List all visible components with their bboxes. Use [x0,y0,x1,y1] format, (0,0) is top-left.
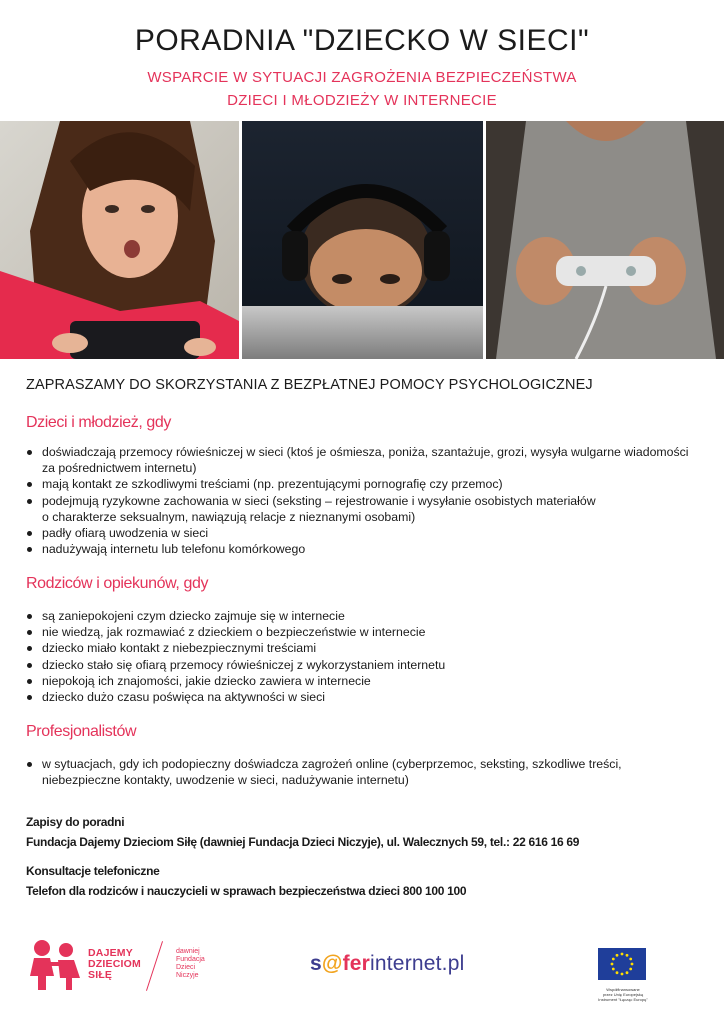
page-title: PORADNIA "DZIECKO W SIECI" [134,24,590,57]
bullet-icon [27,762,32,767]
eu-caption: Współfinansowane przez Unię Europejską Instrument "Łącząc Europę" [598,987,648,1002]
parents-list [26,608,706,705]
gamepad-player-photo [486,121,724,359]
section-heading-children: Dzieci i młodzież, gdy [26,414,172,431]
bullet-icon [27,630,32,635]
boy-with-headphones-photo [242,121,483,359]
list-item: mają kontakt ze szkodliwymi treściami (np. prezentującymi pornografię czy przemoc) [26,476,706,492]
list-item: są zaniepokojeni czym dziecko zajmuje się w internecie [26,608,706,624]
list-item: padły ofiarą uwodzenia w sieci [26,525,706,541]
subtitle-line-1: WSPARCIE W SYTUACJI ZAGROŻENIA BEZPIECZEŃSTWA [147,69,577,86]
bullet-icon [27,646,32,651]
phone-details: Telefon dla rodziców i nauczycieli w sprawach bezpieczeństwa dzieci 800 100 100 [26,884,467,898]
bullet-icon [27,531,32,536]
list-item: dziecko dużo czasu poświęca na aktywności w sieci [26,689,706,705]
girl-with-phone-photo [0,121,239,359]
list-item: dziecko miało kontakt z niebezpiecznymi treściami [26,640,706,656]
bullet-icon [27,482,32,487]
photo-strip [0,121,724,359]
list-item: niepokoją ich znajomości, jakie dziecko zawiera w internecie [26,673,706,689]
bullet-icon [27,450,32,455]
children-figures-icon [26,938,84,990]
section-heading-professionals: Profesjonalistów [26,723,137,740]
saferinternet-logo: s@ferinternet.pl [310,952,465,975]
list-item: doświadczają przemocy rówieśniczej w sieci (ktoś je ośmiesza, poniża, szantażuje, grozi, wysyła wulgarne wiadomości [26,444,706,460]
bullet-icon [27,547,32,552]
list-item-continuation: o charakterze seksualnym, nawiązują relacje z nieznanymi osobami) [42,509,416,524]
list-item: nie wiedzą, jak rozmawiać z dzieckiem o bezpieczeństwie w internecie [26,624,706,640]
list-item: w sytuacjach, gdy ich podopieczny doświadcza zagrożeń online (cyberprzemoc, seksting, szkodliwe treści, [26,756,706,772]
section-heading-parents: Rodziców i opiekunów, gdy [26,575,209,592]
phone-heading: Konsultacje telefoniczne [26,864,160,878]
fdds-former-name: dawniej Fundacja Dzieci Niczyje [176,948,205,979]
bullet-icon [27,614,32,619]
eu-flag-icon [598,948,646,980]
page-subtitle [0,66,724,112]
list-item-continuation: niebezpieczne kontakty, uwodzenie w sieci, nadużywanie internetu) [42,773,409,788]
bullet-icon [27,499,32,504]
bullet-icon [27,679,32,684]
list-item: nadużywają internetu lub telefonu komórkowego [26,541,706,557]
enroll-heading: Zapisy do poradni [26,815,125,829]
enroll-details: Fundacja Dajemy Dzieciom Siłę (dawniej Fundacja Dzieci Niczyje), ul. Walecznych 59, tel.: 22 616 16 69 [26,835,580,849]
subtitle-line-2: DZIECI I MŁODZIEŻY W INTERNECIE [227,92,497,109]
intro-heading: ZAPRASZAMY DO SKORZYSTANIA Z BEZPŁATNEJ POMOCY PSYCHOLOGICZNEJ [26,377,593,393]
bullet-icon [27,695,32,700]
list-item: dziecko stało się ofiarą przemocy rówieśniczej z wykorzystaniem internetu [26,657,706,673]
eu-logo [598,948,648,1002]
logo-divider [146,941,163,991]
list-item-continuation: za pośrednictwem internetu) [42,461,197,476]
fdds-logo [26,936,216,996]
list-item: podejmują ryzykowne zachowania w sieci (seksting – rejestrowanie i wysyłanie osobistych materiałów [26,493,706,509]
fdds-name: DAJEMY DZIECIOM SIŁĘ [88,947,141,981]
bullet-icon [27,663,32,668]
children-list [26,444,706,557]
professionals-list [26,756,706,788]
